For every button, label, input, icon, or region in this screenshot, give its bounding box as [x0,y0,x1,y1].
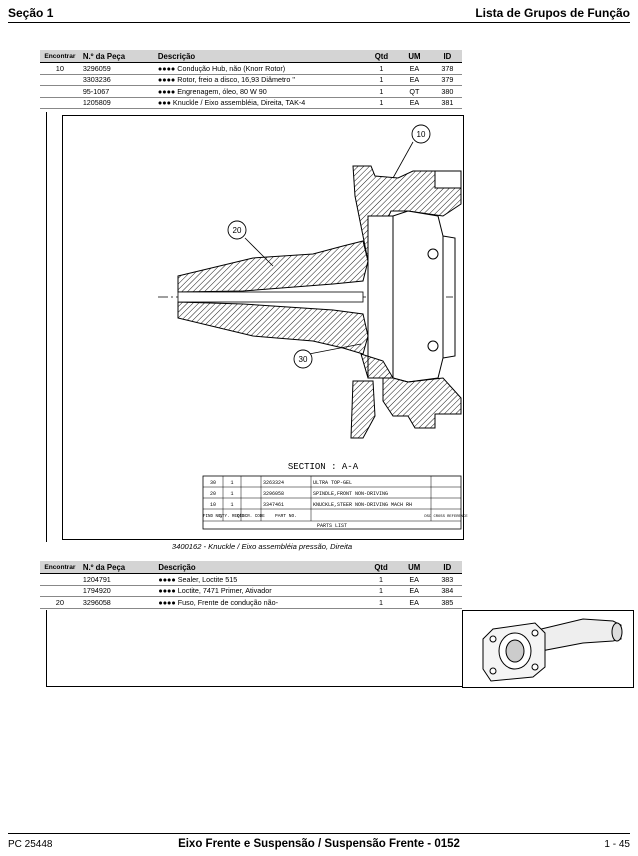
pl-find-20: 20 [209,491,217,497]
pl-qty-10: 1 [230,502,234,508]
cell-description: ●●●● Sealer, Loctite 515 [155,574,366,586]
cell-description: ●●●● Loctite, 7471 Primer, Ativador [155,585,366,597]
pl-head-qty: QTY. REQ'D [219,515,245,519]
cell-qty: 1 [366,597,395,609]
balloon-10-label: 10 [416,130,426,139]
page-title: Lista de Grupos de Função [475,6,630,20]
cell-id: 383 [433,574,462,586]
pl-qty-30: 1 [230,480,234,486]
cell-part-no: 1794920 [80,585,156,597]
cell-qty: 1 [366,585,395,597]
cell-description: ●●●● Rotor, freio a disco, 16,93 Diâmetro " [155,74,367,86]
pl-head-descr: DESCR. CODE [237,515,265,519]
cell-id: 378 [433,63,462,75]
pl-desc-20: SPINDLE,FRONT NON-DRIVING [313,491,389,497]
cell-part-no: 3296058 [80,597,156,609]
table-row [40,574,462,586]
drawing-caption: 3400162 - Knuckle / Eixo assembléia pressão, Direita [171,542,353,551]
page-footer [8,839,630,853]
cell-qty: 1 [367,97,396,109]
col-qty: Qtd [366,561,395,574]
table-row [40,597,462,609]
col-qty: Qtd [367,50,396,63]
table-header-row [40,50,462,63]
cell-id: 385 [433,597,462,609]
col-part-no: N.º da Peça [80,50,155,63]
drawing-parts-list [203,476,468,529]
parts-table-2 [40,561,462,609]
col-id: ID [433,561,462,574]
cell-description: ●●● Knuckle / Eixo assembléia, Direita, TAK-4 [155,97,367,109]
cell-qty: 1 [367,86,396,98]
col-description: Descrição [155,561,366,574]
cell-qty: 1 [367,74,396,86]
cell-part-no: 3296059 [80,63,155,75]
pl-find-10: 10 [209,502,217,508]
drawing-frame [62,115,468,540]
col-um: UM [396,50,433,63]
cell-id: 381 [433,97,462,109]
section-label: Seção 1 [8,6,54,20]
cell-find [40,74,80,86]
cell-find [40,585,80,597]
cell-qty: 1 [366,574,395,586]
cell-find [40,574,80,586]
cell-description: ●●●● Condução Hub, não (Knorr Rotor) [155,63,367,75]
cell-part-no: 95-1067 [80,86,155,98]
footer-doc-number: PC 25448 [8,839,53,850]
left-margin-rule [46,112,47,542]
section-label: SECTION : A-A [287,462,359,472]
header-rule [8,22,630,23]
col-id: ID [433,50,462,63]
table-row [40,86,462,98]
pl-part-30: 3263324 [263,480,285,486]
spindle-image [463,611,633,687]
cell-um: EA [396,597,433,609]
cell-find: 20 [40,597,80,609]
pl-head-part: PART NO. [274,514,298,519]
pl-head-find: FIND NO. [202,515,224,519]
page-number: 1 - 45 [604,839,630,850]
footer-title: Eixo Frente e Suspensão / Suspensão Frente - 0152 [178,838,460,850]
footer-rule [8,833,630,834]
cell-um: EA [396,574,433,586]
cell-id: 380 [433,86,462,98]
table-row [40,585,462,597]
cell-um: EA [396,97,433,109]
pl-desc-30: ULTRA TOP-GEL [313,480,353,486]
col-find: Encontrar [40,50,80,63]
col-um: UM [396,561,433,574]
pl-head-dsc: DSC CROSS REFERENCE [424,515,468,519]
table-row [40,63,462,75]
table-header-row [40,561,462,574]
pl-part-10: 3347461 [263,502,285,508]
cell-um: EA [396,74,433,86]
cell-um: EA [396,585,433,597]
cell-part-no: 3303236 [80,74,155,86]
cell-description: ●●●● Engrenagem, óleo, 80 W 90 [155,86,367,98]
col-find: Encontrar [40,561,80,574]
parts-table-1 [40,50,462,109]
col-description: Descrição [155,50,367,63]
pl-part-20: 3296058 [263,491,285,497]
col-part-no: N.º da Peça [80,561,156,574]
table-row [40,97,462,109]
left-margin-rule-2 [46,610,47,686]
balloon-30-label: 30 [298,355,308,364]
cell-description: ●●●● Fuso, Frente de condução não- [155,597,366,609]
spindle-thumbnail [462,610,634,688]
cell-id: 379 [433,74,462,86]
pl-find-30: 30 [209,480,217,486]
table-row [40,74,462,86]
pl-title: PARTS LIST [316,523,348,529]
pl-qty-20: 1 [230,491,234,497]
cell-id: 384 [433,585,462,597]
cell-part-no: 1204791 [80,574,156,586]
cell-qty: 1 [367,63,396,75]
bottom-rule-2 [46,686,462,687]
cell-find [40,86,80,98]
cell-um: EA [396,63,433,75]
cell-find: 10 [40,63,80,75]
balloon-20-label: 20 [232,226,242,235]
cell-um: QT [396,86,433,98]
cell-part-no: 1205809 [80,97,155,109]
pl-desc-10: KNUCKLE,STEER NON-DRIVING MACH RH [313,502,413,508]
knuckle-section-drawing [63,116,468,539]
cell-find [40,97,80,109]
